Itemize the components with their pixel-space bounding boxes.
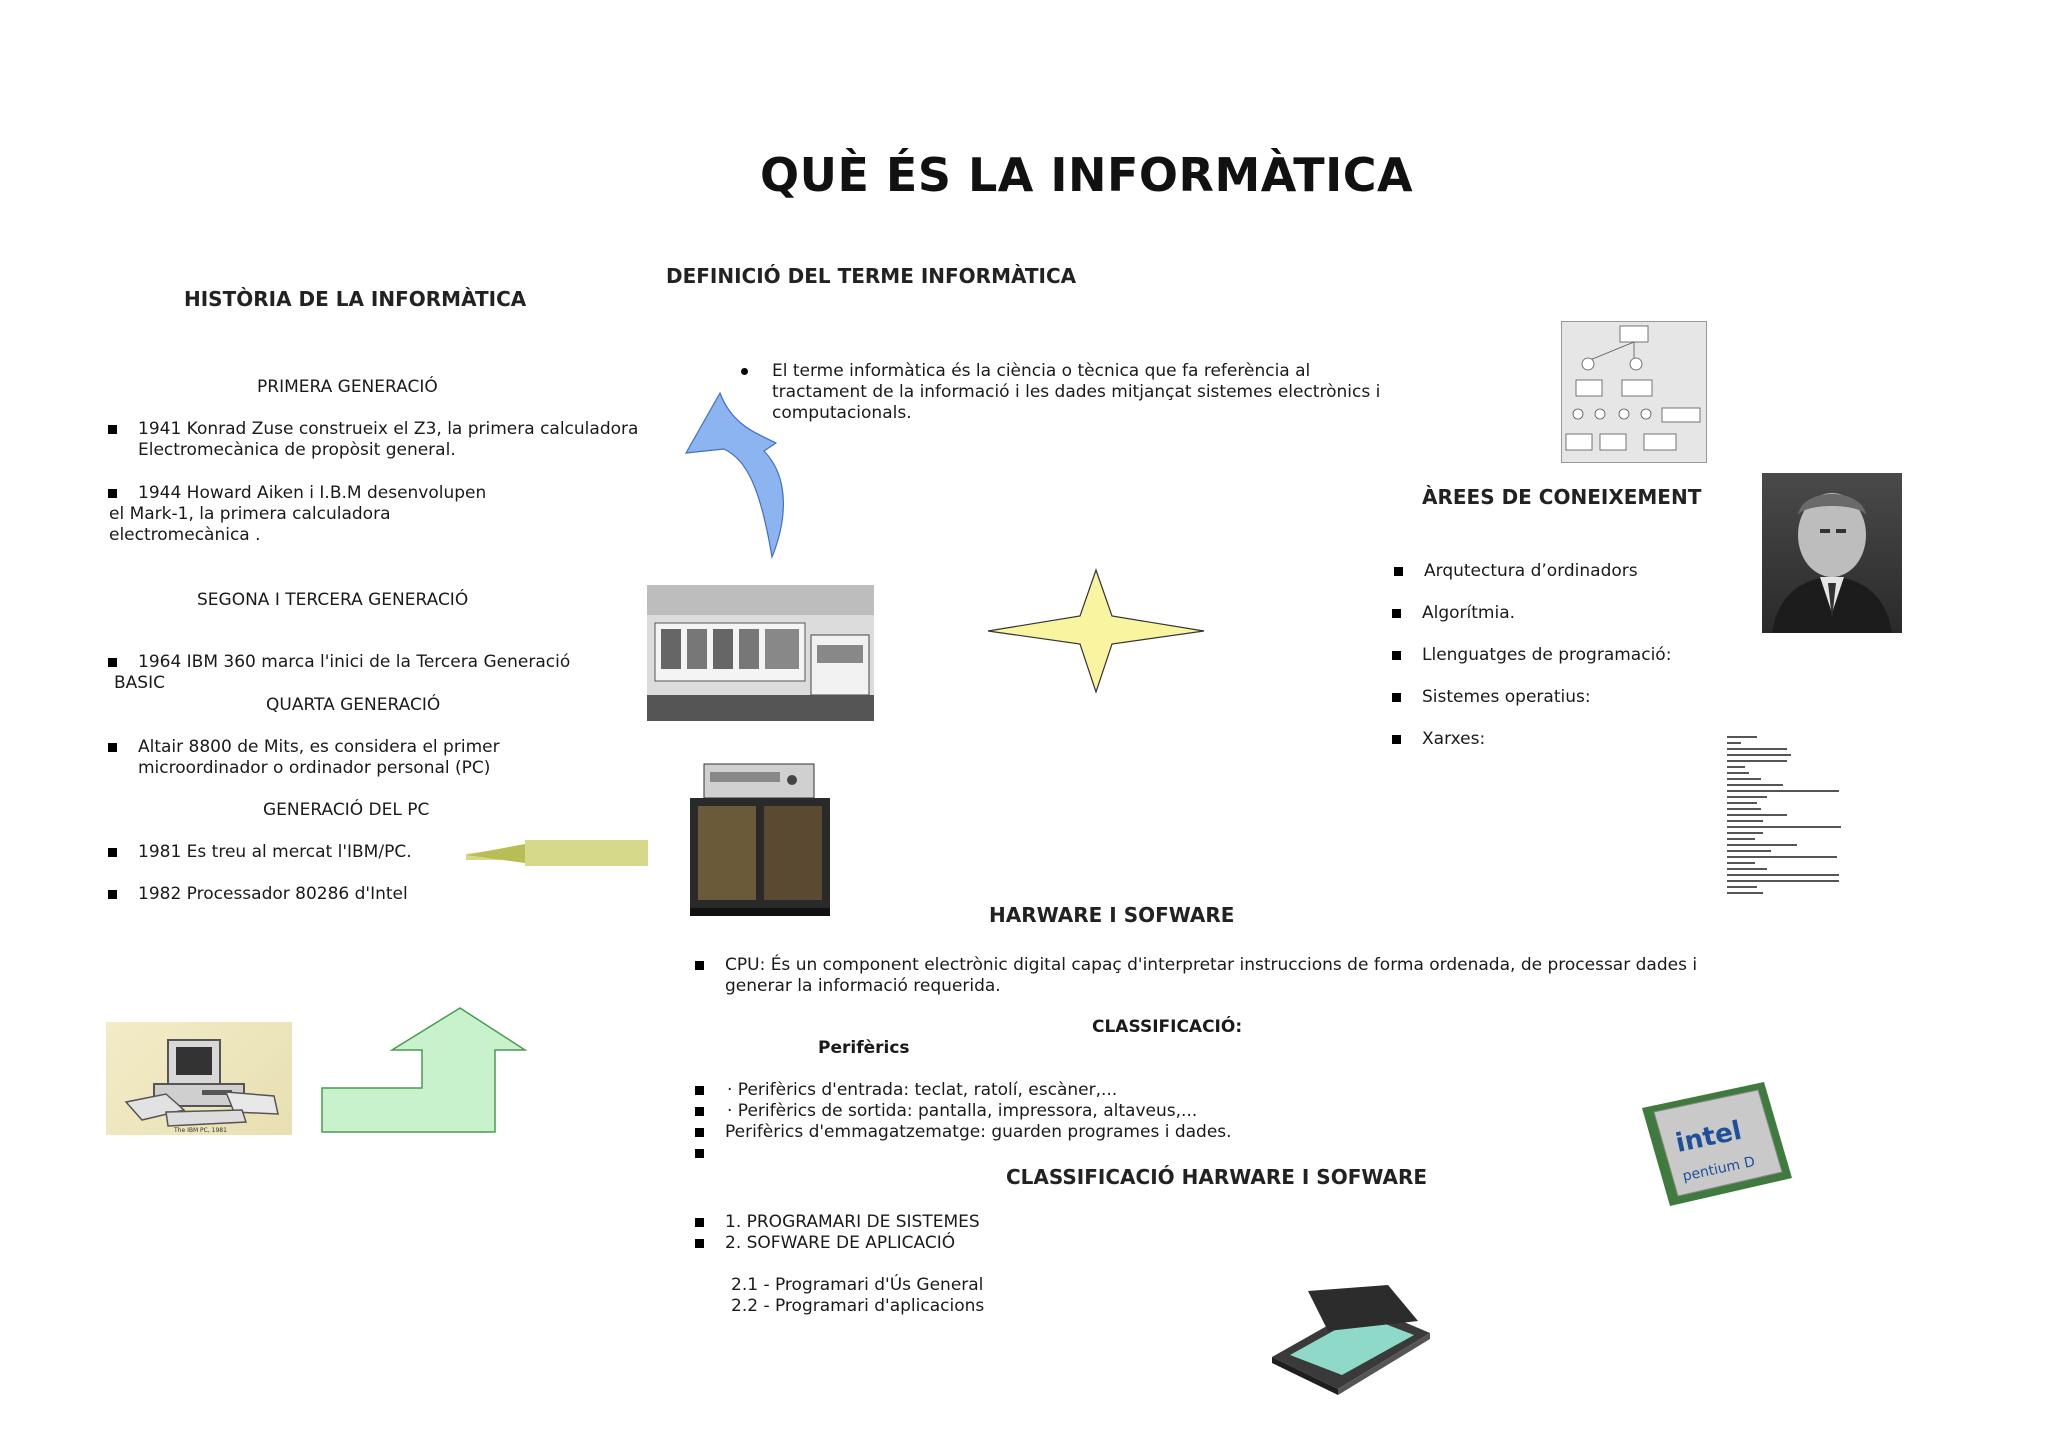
list-item: CPU: És un component electrònic digital capaç d'interpretar instruccions de forma ordenada, de processar dades i generar la informació requerida. xyxy=(695,955,1715,999)
bullet-icon xyxy=(695,961,704,970)
portrait-image xyxy=(1762,473,1902,633)
hw-heading: HARWARE I SOFWARE xyxy=(989,903,1235,927)
bullet-icon xyxy=(1392,609,1401,618)
flowchart-image xyxy=(1561,321,1707,463)
bullet-icon xyxy=(108,425,117,434)
classification-hw-sw-heading: CLASSIFICACIÓ HARWARE I SOFWARE xyxy=(1006,1165,1428,1189)
up-arrow-shape xyxy=(320,1006,530,1136)
list-item: · Perifèrics d'entrada: teclat, ratolí, escàner,... xyxy=(695,1080,1255,1102)
gen23-heading: SEGONA I TERCERA GENERACIÓ xyxy=(197,590,469,610)
bullet-icon xyxy=(695,1128,704,1137)
list-item: 1. PROGRAMARI DE SISTEMES xyxy=(695,1212,995,1234)
bullet-icon xyxy=(1392,735,1401,744)
code-listing-image xyxy=(1727,734,1847,896)
ibm-pc-caption: The IBM PC, 1981 xyxy=(174,1127,227,1134)
definition-line-1: El terme informàtica és la ciència o tècnica que fa referència al xyxy=(772,361,1311,381)
intel-chip-image xyxy=(1636,1080,1796,1210)
history-heading: HISTÒRIA DE LA INFORMÀTICA xyxy=(184,287,527,311)
sub-item: 2.1 - Programari d'Ús General xyxy=(731,1275,984,1295)
definition-heading: DEFINICIÓ DEL TERME INFORMÀTICA xyxy=(666,264,1077,288)
gen1-heading: PRIMERA GENERACIÓ xyxy=(257,377,438,397)
list-item: 2. SOFWARE DE APLICACIÓ xyxy=(695,1233,995,1255)
bullet-icon xyxy=(695,1086,704,1095)
areas-heading: ÀREES DE CONEIXEMENT xyxy=(1422,485,1702,509)
bullet-icon xyxy=(695,1218,704,1227)
list-item: Perifèrics d'emmagatzematge: guarden programes i dades. xyxy=(695,1122,1255,1144)
genpc-heading: GENERACIÓ DEL PC xyxy=(263,800,430,820)
page-title: QUÈ ÉS LA INFORMÀTICA xyxy=(760,148,1414,202)
cabinet-computer-image xyxy=(680,760,846,918)
list-item: 1941 Konrad Zuse construeix el Z3, la primera calculadora Electromecànica de propòsit general. xyxy=(108,419,668,463)
bullet-icon xyxy=(108,743,117,752)
intel-logo-text: intel xyxy=(1673,1115,1745,1159)
list-item-empty xyxy=(695,1143,715,1165)
gen4-heading: QUARTA GENERACIÓ xyxy=(266,695,441,715)
list-item: 1981 Es treu al mercat l'IBM/PC. xyxy=(108,842,428,864)
list-item: 1964 IBM 360 marca l'inici de la Tercera Generació BASIC xyxy=(108,652,628,696)
classification-label: CLASSIFICACIÓ: xyxy=(1092,1017,1243,1037)
list-item: Sistemes operatius: xyxy=(1392,687,1712,709)
bullet-icon xyxy=(108,489,117,498)
definition-line-3: computacionals. xyxy=(772,403,912,423)
pentium-logo-text: pentium D xyxy=(1681,1153,1757,1185)
definition-line-2: tractament de la informació i les dades mitjançat sistemes electrònics i xyxy=(772,382,1381,402)
bullet-icon xyxy=(695,1239,704,1248)
bullet-icon xyxy=(1392,693,1401,702)
ibm-pc-image xyxy=(106,1022,292,1135)
list-item: · Perifèrics de sortida: pantalla, impressora, altaveus,... xyxy=(695,1101,1255,1123)
bullet-icon xyxy=(108,658,117,667)
bullet-icon xyxy=(1392,651,1401,660)
list-item: Arqutectura d’ordinadors xyxy=(1394,561,1714,583)
list-item: Algorítmia. xyxy=(1392,603,1712,625)
mainframe-image xyxy=(647,585,874,721)
bullet-icon xyxy=(108,890,117,899)
bullet-icon xyxy=(741,368,748,375)
bullet-icon xyxy=(695,1107,704,1116)
bullet-icon xyxy=(108,848,117,857)
bullet-icon xyxy=(1394,567,1403,576)
scanner-image xyxy=(1268,1285,1434,1397)
peripherals-label: Perifèrics xyxy=(818,1038,910,1058)
list-item: 1944 Howard Aiken i I.B.M desenvolupen el Mark-1, la primera calculadora electromecànica . xyxy=(109,483,487,545)
list-item: Xarxes: xyxy=(1392,729,1712,751)
star-shape xyxy=(986,566,1206,696)
list-item: 1982 Processador 80286 d'Intel xyxy=(108,884,428,906)
curved-arrow-shape xyxy=(680,385,810,560)
bullet-icon xyxy=(695,1149,704,1158)
sub-item: 2.2 - Programari d'aplicacions xyxy=(731,1296,985,1316)
left-arrow-shape xyxy=(460,830,650,870)
list-item: Altair 8800 de Mits, es considera el primer microordinador o ordinador personal (PC) xyxy=(108,737,528,781)
list-item: Llenguatges de programació: xyxy=(1392,645,1712,667)
